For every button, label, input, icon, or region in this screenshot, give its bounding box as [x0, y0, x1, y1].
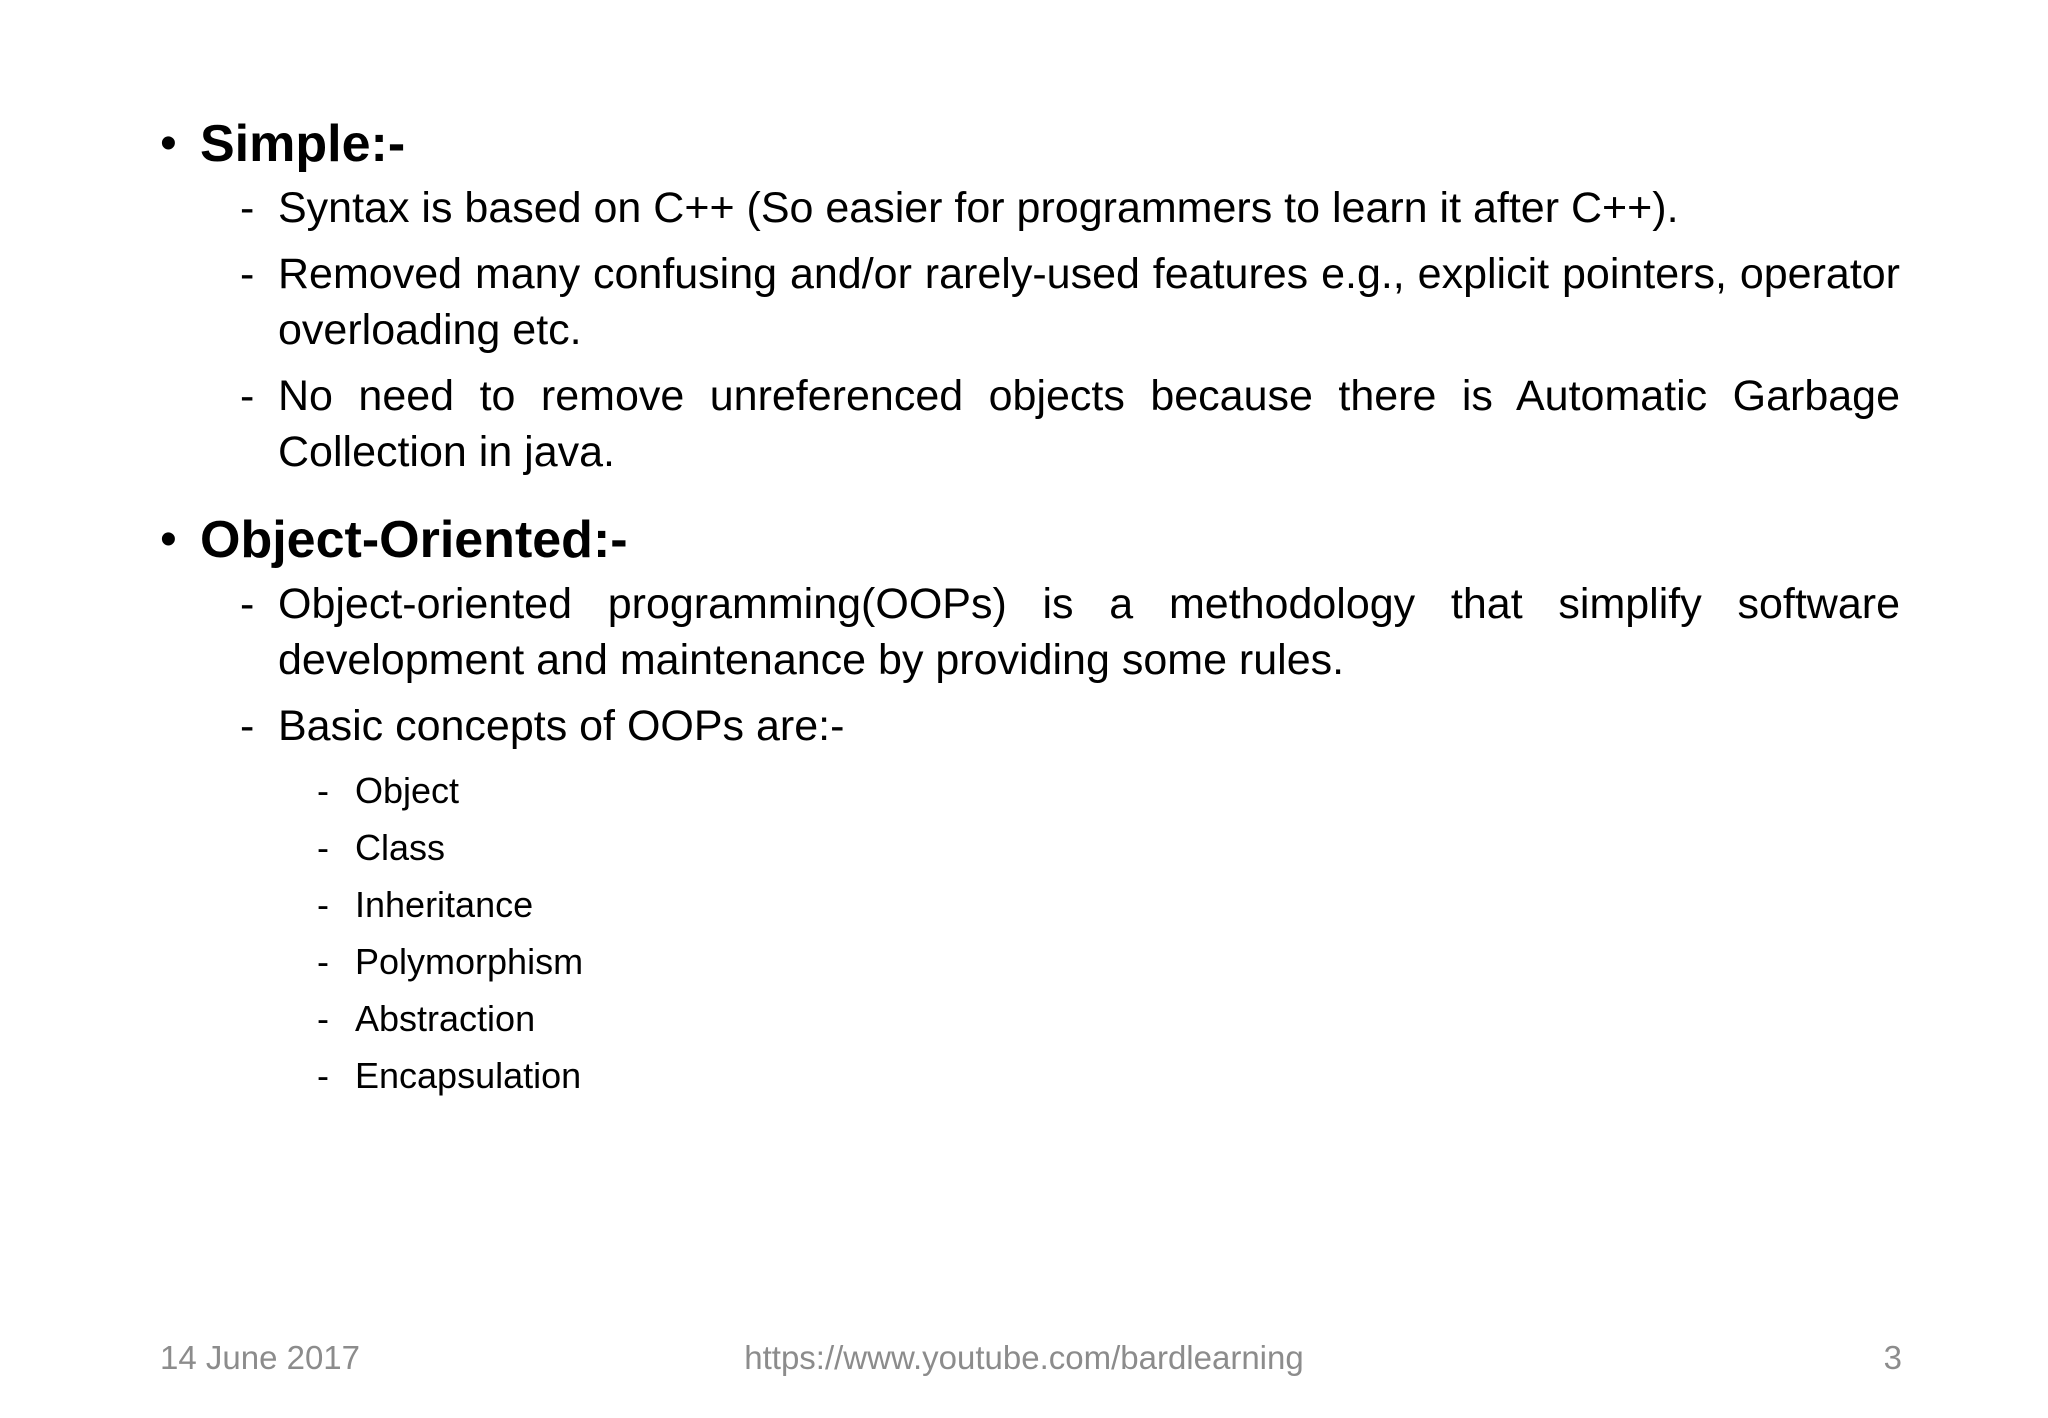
list-item-text: Syntax is based on C++ (So easier for programmers to learn it after C++). — [278, 184, 1679, 232]
section-heading-simple — [160, 108, 1900, 180]
list-item — [160, 368, 1900, 480]
dash-icon: - — [317, 884, 329, 925]
heading-text: Object-Oriented:- — [200, 511, 628, 569]
footer-url[interactable]: https://www.youtube.com/bardlearning — [744, 1339, 1304, 1376]
concept-item — [160, 819, 1900, 876]
list-item — [160, 180, 1900, 236]
dash-icon: - — [317, 770, 329, 811]
concept-text: Polymorphism — [355, 941, 584, 982]
concept-text: Inheritance — [355, 884, 534, 925]
concept-text: Encapsulation — [355, 1055, 582, 1096]
footer-date: 14 June 2017 — [160, 1339, 361, 1376]
oops-concepts-list — [160, 762, 1900, 1104]
dash-icon: - — [240, 372, 255, 420]
concept-item — [160, 1047, 1900, 1104]
footer-page-number: 3 — [1883, 1339, 1902, 1376]
concept-item — [160, 990, 1900, 1047]
concept-text: Class — [355, 827, 446, 868]
concept-text: Abstraction — [355, 998, 536, 1039]
dash-icon: - — [317, 941, 329, 982]
dash-icon: - — [317, 1055, 329, 1096]
list-item — [160, 246, 1900, 358]
concept-item — [160, 876, 1900, 933]
dash-icon: - — [240, 702, 255, 750]
section-heading-object-oriented — [160, 504, 1900, 576]
list-item — [160, 576, 1900, 688]
bullet-icon: • — [160, 117, 177, 170]
dash-icon: - — [240, 250, 255, 298]
bullet-icon: • — [160, 513, 177, 566]
dash-icon: - — [240, 580, 255, 628]
concept-text: Object — [355, 770, 460, 811]
list-item-text: Object-oriented programming(OOPs) is a methodology that simplify software development and maintenance by providing some rules. — [278, 580, 1900, 684]
list-item-text: Basic concepts of OOPs are:- — [278, 702, 845, 750]
heading-text: Simple:- — [200, 115, 406, 173]
dash-icon: - — [317, 827, 329, 868]
dash-icon: - — [317, 998, 329, 1039]
slide-content — [160, 108, 1900, 1104]
dash-icon: - — [240, 184, 255, 232]
list-item-text: No need to remove unreferenced objects because there is Automatic Garbage Collection in java. — [278, 372, 1900, 476]
concept-item — [160, 762, 1900, 819]
concept-item — [160, 933, 1900, 990]
list-item-text: Removed many confusing and/or rarely-used features e.g., explicit pointers, operator overloading etc. — [278, 250, 1900, 354]
list-item — [160, 698, 1900, 754]
